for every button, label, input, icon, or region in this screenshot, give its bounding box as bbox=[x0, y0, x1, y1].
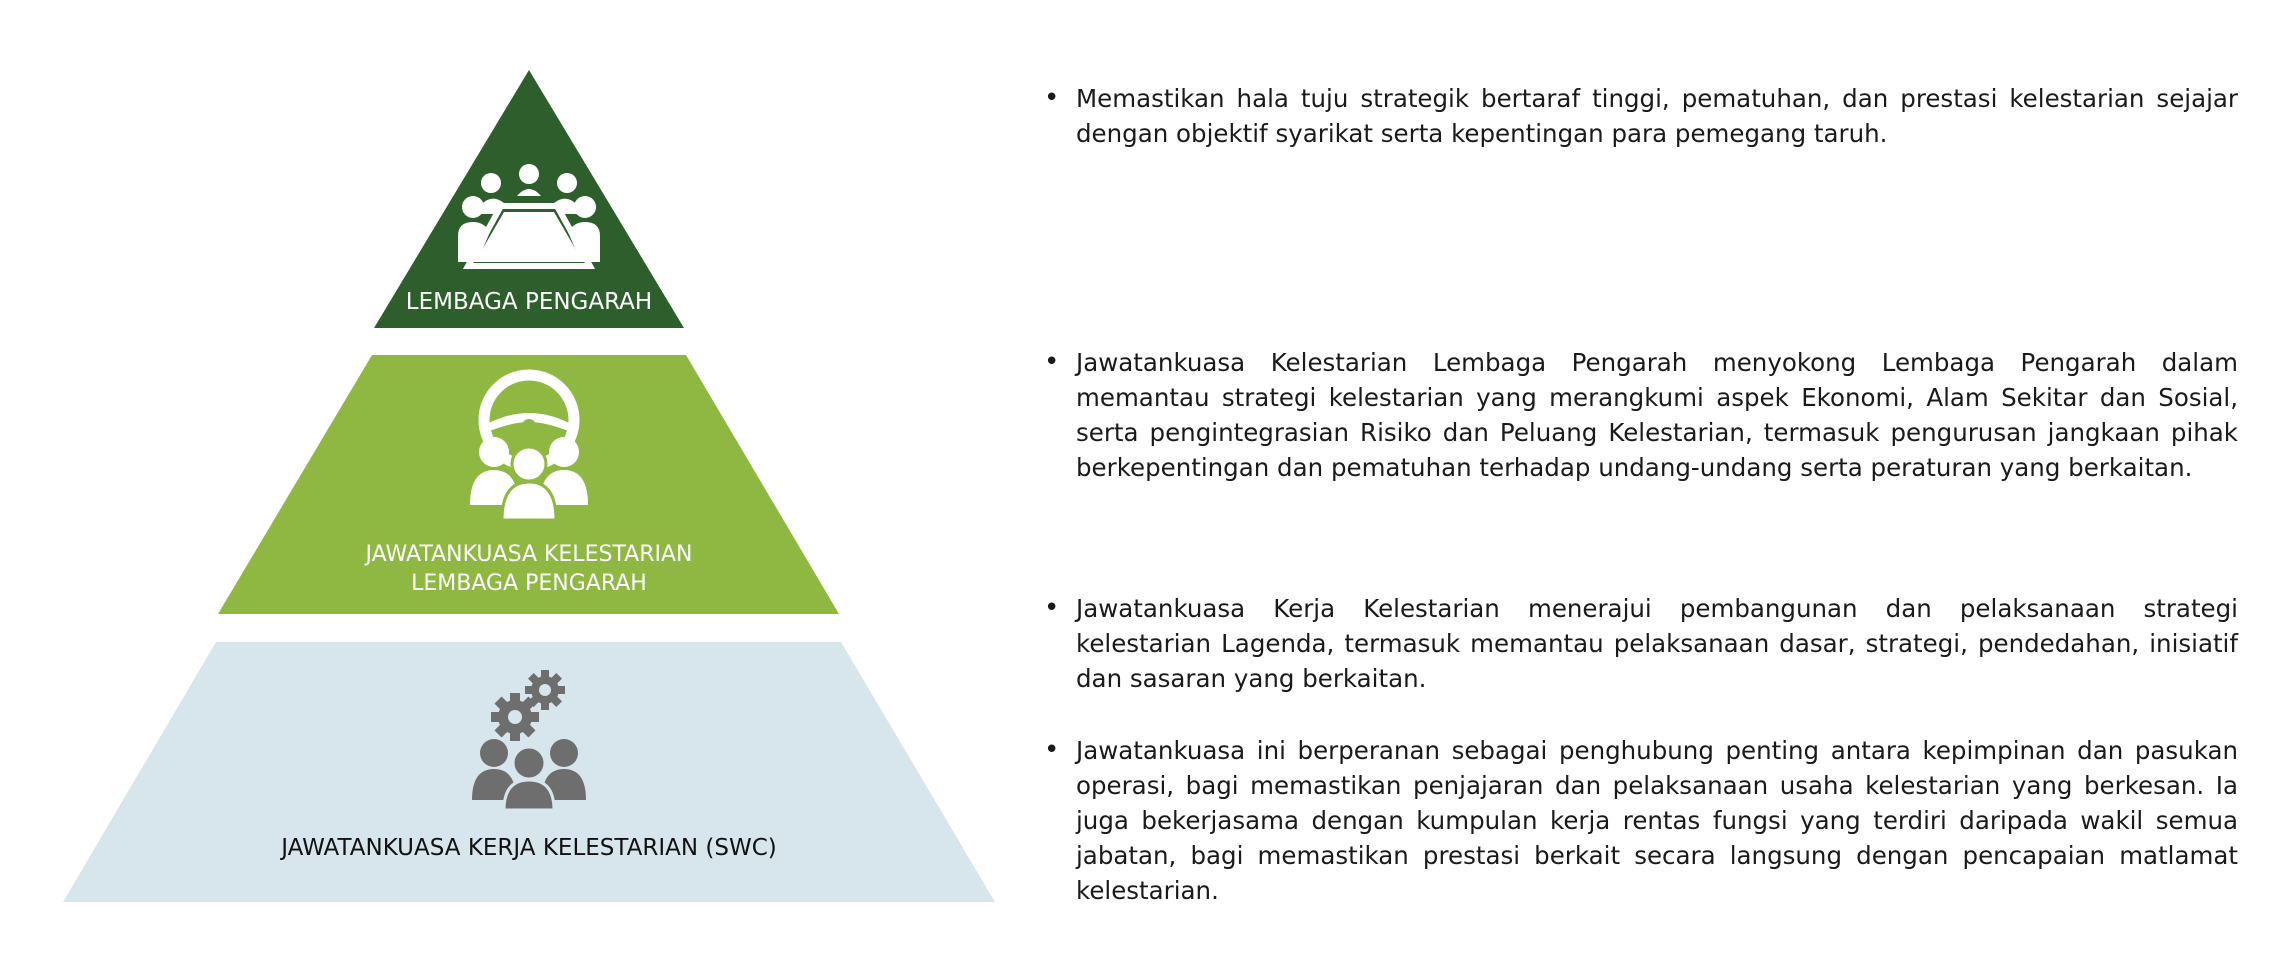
governance-pyramid bbox=[0, 0, 1020, 963]
description-list bbox=[1038, 0, 2238, 963]
list-item bbox=[1038, 345, 2238, 485]
list-item bbox=[1038, 591, 2238, 696]
tier-working-committee-label: JAWATANKUASA KERJA KELESTARIAN (SWC) bbox=[281, 835, 777, 861]
list-item-text: Jawatankuasa Kerja Kelestarian menerajui pembangunan dan pelaksanaan strategi kelestarian Lagenda, termasuk memantau pelaksanaan dasar, strategi, pendedahan, inisiatif dan sasaran yang berkaitan. bbox=[1076, 594, 2238, 693]
tier-sustainability-committee-label-line2: LEMBAGA PENGARAH bbox=[411, 571, 647, 596]
bullet-marker: • bbox=[1044, 83, 1060, 113]
list-item bbox=[1038, 733, 2238, 908]
bullet-marker: • bbox=[1044, 593, 1060, 623]
list-item-text: Jawatankuasa Kelestarian Lembaga Pengarah menyokong Lembaga Pengarah dalam memantau strategi kelestarian yang merangkumi aspek Ekonomi, Alam Sekitar dan Sosial, serta pengintegrasian Risiko dan Peluang Kelestarian, termasuk pengurusan jangkaan pihak berkepentingan dan pematuhan terhadap undang-undang serta peraturan yang berkaitan. bbox=[1076, 348, 2238, 482]
bullet-marker: • bbox=[1044, 735, 1060, 765]
list-item-text: Jawatankuasa ini berperanan sebagai penghubung penting antara kepimpinan dan pasukan operasi, bagi memastikan penjajaran dan pelaksanaan usaha kelestarian yang berkesan. Ia juga bekerjasama dengan kumpulan kerja rentas fungsi yang terdiri daripada wakil semua jabatan, bagi memastikan prestasi berkait secara langsung dengan pencapaian matlamat kelestarian. bbox=[1076, 736, 2238, 905]
tier-board-label: LEMBAGA PENGARAH bbox=[405, 289, 653, 315]
tier-sustainability-committee-label-line1: JAWATANKUASA KELESTARIAN bbox=[365, 542, 693, 567]
list-item-text: Memastikan hala tuju strategik bertaraf tinggi, pematuhan, dan prestasi kelestarian sejajar dengan objektif syarikat serta kepentingan para pemegang taruh. bbox=[1076, 84, 2238, 148]
bullet-marker: • bbox=[1044, 347, 1060, 377]
list-item bbox=[1038, 81, 2238, 151]
